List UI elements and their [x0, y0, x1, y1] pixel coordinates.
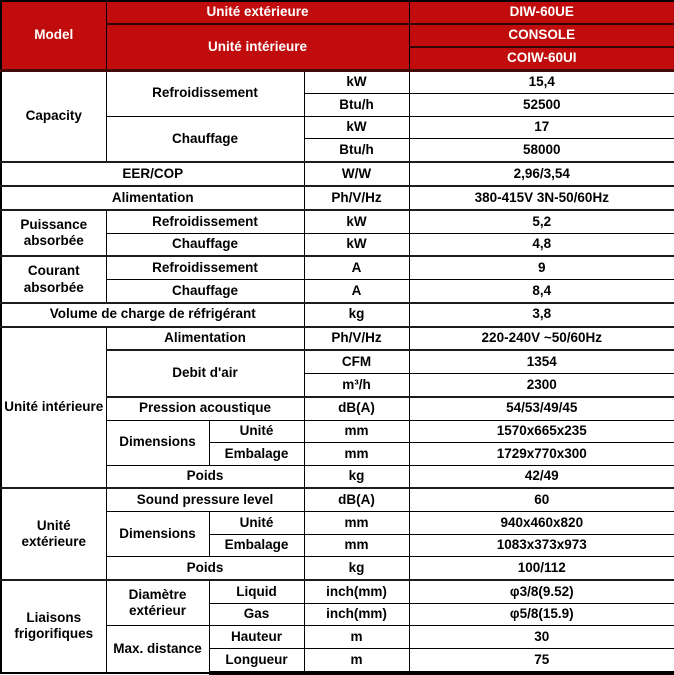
value-piping-gas: φ5/8(15.9): [409, 603, 674, 626]
outdoor-group-label: Unité extérieure: [1, 488, 106, 580]
puissance-cooling-label: Refroidissement: [106, 210, 304, 233]
row-eer-cop: [1, 162, 674, 186]
value-indoor-packing-dims: 1729x770x300: [409, 443, 674, 466]
value-cooling-btuh: 52500: [409, 94, 674, 117]
row-courant-cooling: [1, 256, 674, 279]
indoor-group-label: Unité intérieure: [1, 327, 106, 489]
unit-phvhz: Ph/V/Hz: [304, 186, 409, 210]
header-row-outdoor: [1, 1, 674, 24]
outdoor-dimensions-label: Dimensions: [106, 512, 209, 557]
capacity-cooling-label: Refroidissement: [106, 70, 304, 116]
value-heating-kw: 17: [409, 116, 674, 139]
value-puissance-heating: 4,8: [409, 233, 674, 256]
value-indoor-alimentation: 220-240V ~50/60Hz: [409, 327, 674, 351]
row-capacity-cooling-kw: [1, 70, 674, 94]
indoor-airflow-label: Debit d'air: [106, 350, 304, 396]
value-indoor-cfm: 1354: [409, 350, 674, 373]
value-indoor-sound: 54/53/49/45: [409, 397, 674, 420]
unit-mm: mm: [304, 420, 409, 443]
value-piping-length: 75: [409, 648, 674, 673]
outdoor-dim-unit-label: Unité: [209, 512, 304, 535]
unit-a: A: [304, 280, 409, 303]
value-outdoor-unit-dims: 940x460x820: [409, 512, 674, 535]
eer-cop-label: EER/COP: [1, 162, 304, 186]
unit-kw: kW: [304, 210, 409, 233]
value-cooling-kw: 15,4: [409, 70, 674, 94]
row-piping-liquid: [1, 580, 674, 603]
unit-phvhz: Ph/V/Hz: [304, 327, 409, 351]
piping-gas-label: Gas: [209, 603, 304, 626]
value-indoor-unit-dims: 1570x665x235: [409, 420, 674, 443]
unit-cfm: CFM: [304, 350, 409, 373]
row-puissance-cooling: [1, 210, 674, 233]
outdoor-packing-label: Embalage: [209, 534, 304, 557]
unit-btuh: Btu/h: [304, 139, 409, 162]
indoor-packing-label: Embalage: [209, 443, 304, 466]
piping-length-label: Longueur: [209, 648, 304, 673]
value-indoor-weight: 42/49: [409, 465, 674, 488]
courant-group-label: Courant absorbée: [1, 256, 106, 302]
unit-a: A: [304, 256, 409, 279]
unit-kg: kg: [304, 465, 409, 488]
value-eer-cop: 2,96/3,54: [409, 162, 674, 186]
capacity-group-label: Capacity: [1, 70, 106, 162]
unit-mm: mm: [304, 534, 409, 557]
indoor-series-cell: CONSOLE: [409, 24, 674, 47]
value-piping-liquid: φ3/8(9.52): [409, 580, 674, 603]
outdoor-unit-header-cell: Unité extérieure: [106, 1, 409, 24]
unit-mm: mm: [304, 512, 409, 535]
piping-diameter-label: Diamètre extérieur: [106, 580, 209, 626]
value-indoor-m3h: 2300: [409, 374, 674, 397]
indoor-weight-label: Poids: [106, 465, 304, 488]
alimentation-label: Alimentation: [1, 186, 304, 210]
unit-kw: kW: [304, 233, 409, 256]
indoor-sound-label: Pression acoustique: [106, 397, 304, 420]
unit-kw: kW: [304, 70, 409, 94]
unit-m3h: m³/h: [304, 374, 409, 397]
puissance-heating-label: Chauffage: [106, 233, 304, 256]
indoor-model-cell: COIW-60UI: [409, 47, 674, 70]
unit-btuh: Btu/h: [304, 94, 409, 117]
piping-liquid-label: Liquid: [209, 580, 304, 603]
outdoor-weight-label: Poids: [106, 557, 304, 580]
value-outdoor-weight: 100/112: [409, 557, 674, 580]
courant-heating-label: Chauffage: [106, 280, 304, 303]
puissance-group-label: Puissance absorbée: [1, 210, 106, 256]
unit-kg: kg: [304, 557, 409, 580]
value-refrigerant: 3,8: [409, 303, 674, 327]
outdoor-sound-label: Sound pressure level: [106, 488, 304, 511]
unit-inchmm: inch(mm): [304, 603, 409, 626]
unit-dba: dB(A): [304, 488, 409, 511]
row-outdoor-sound: [1, 488, 674, 511]
indoor-dim-unit-label: Unité: [209, 420, 304, 443]
unit-m: m: [304, 648, 409, 673]
unit-kg: kg: [304, 303, 409, 327]
unit-m: m: [304, 626, 409, 649]
courant-cooling-label: Refroidissement: [106, 256, 304, 279]
value-alimentation: 380-415V 3N-50/60Hz: [409, 186, 674, 210]
unit-kw: kW: [304, 116, 409, 139]
value-outdoor-sound: 60: [409, 488, 674, 511]
model-header-cell: Model: [1, 1, 106, 70]
row-refrigerant: [1, 303, 674, 327]
value-courant-heating: 8,4: [409, 280, 674, 303]
unit-mm: mm: [304, 443, 409, 466]
capacity-heating-label: Chauffage: [106, 116, 304, 162]
indoor-dimensions-label: Dimensions: [106, 420, 209, 465]
value-outdoor-packing-dims: 1083x373x973: [409, 534, 674, 557]
refrigerant-label: Volume de charge de réfrigérant: [1, 303, 304, 327]
row-alimentation: [1, 186, 674, 210]
indoor-alimentation-label: Alimentation: [106, 327, 304, 351]
piping-height-label: Hauteur: [209, 626, 304, 649]
unit-ww: W/W: [304, 162, 409, 186]
piping-maxdistance-label: Max. distance: [106, 626, 209, 673]
value-courant-cooling: 9: [409, 256, 674, 279]
value-heating-btuh: 58000: [409, 139, 674, 162]
piping-group-label: Liaisons frigorifiques: [1, 580, 106, 673]
value-piping-height: 30: [409, 626, 674, 649]
value-puissance-cooling: 5,2: [409, 210, 674, 233]
indoor-unit-header-cell: Unité intérieure: [106, 24, 409, 70]
unit-inchmm: inch(mm): [304, 580, 409, 603]
row-indoor-alimentation: [1, 327, 674, 351]
unit-dba: dB(A): [304, 397, 409, 420]
outdoor-model-cell: DIW-60UE: [409, 1, 674, 24]
